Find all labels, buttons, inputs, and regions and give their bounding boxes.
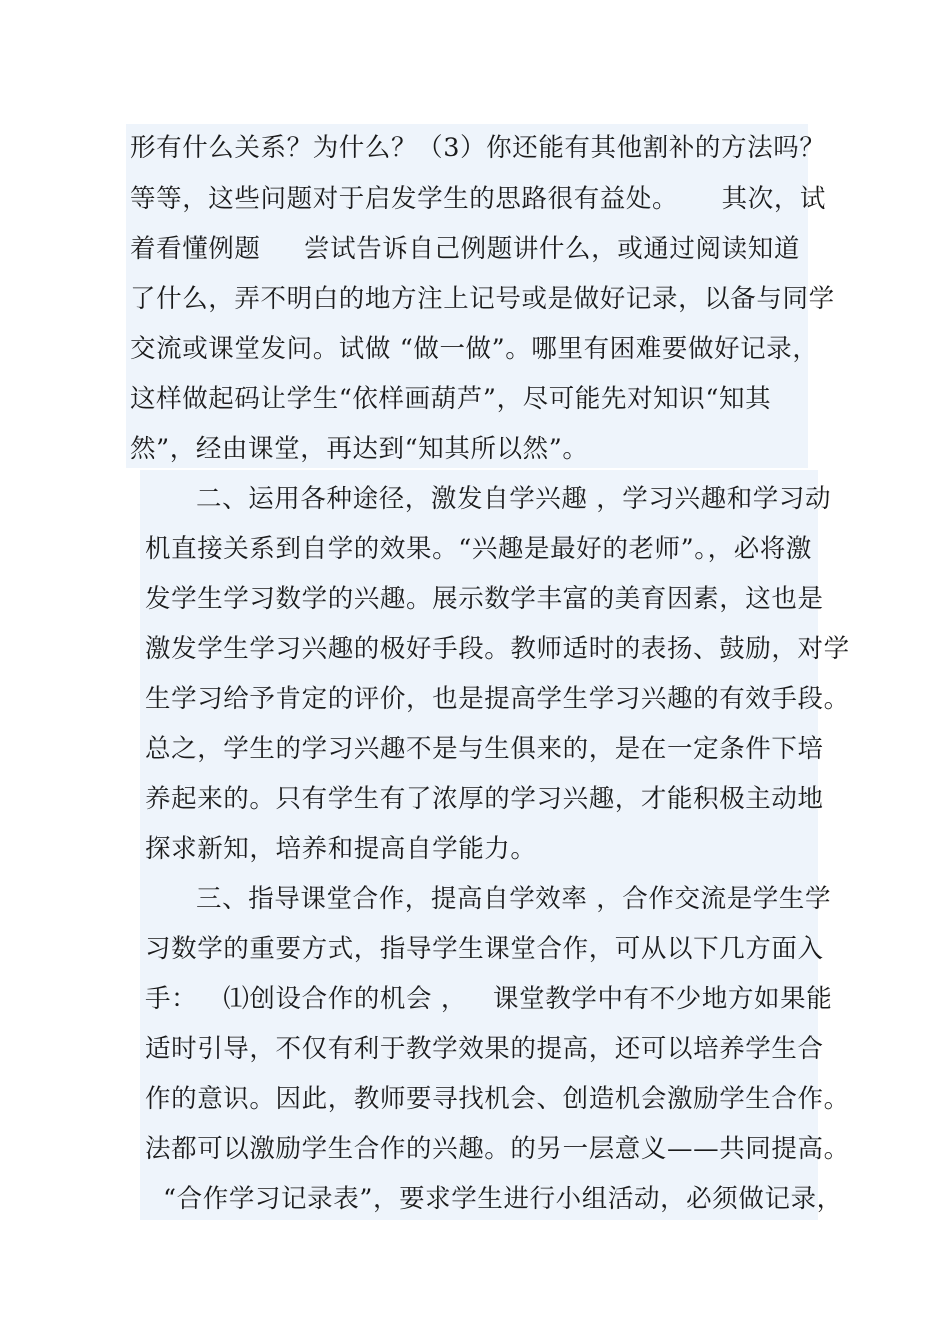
text-line: 作的意识。因此，教师要寻找机会、创造机会激励学生合作。: [145, 1084, 850, 1114]
text-line: 等等，这些问题对于启发学生的思路很有益处。 其次，试: [130, 184, 827, 214]
text-line: 习数学的重要方式，指导学生课堂合作，可从以下几方面入: [145, 934, 824, 964]
text-line: 交流或课堂发问。试做 “做一做”。哪里有困难要做好记录，: [130, 334, 819, 364]
text-line: “合作学习记录表”，要求学生进行小组活动，必须做记录，: [163, 1184, 843, 1214]
text-line: 形有什么关系？为什么？（3）你还能有其他割补的方法吗？: [130, 133, 826, 163]
text-line: 总之，学生的学习兴趣不是与生俱来的，是在一定条件下培: [145, 734, 824, 764]
text-line: 发学生学习数学的兴趣。展示数学丰富的美育因素，这也是: [145, 584, 824, 614]
text-line: 三、指导课堂合作，提高自学效率 ，合作交流是学生学: [196, 884, 832, 914]
text-line: 激发学生学习兴趣的极好手段。教师适时的表扬、鼓励，对学: [145, 634, 850, 664]
text-line: 探求新知，培养和提高自学能力。: [145, 834, 537, 864]
text-line: 手： ⑴创设合作的机会 ， 课堂教学中有不少地方如果能: [145, 984, 833, 1014]
text-line: 着看懂例题 尝试告诉自己例题讲什么，或通过阅读知道: [130, 234, 800, 264]
text-line: 了什么，弄不明白的地方注上记号或是做好记录，以备与同学: [130, 284, 835, 314]
text-line: 养起来的。只有学生有了浓厚的学习兴趣，才能积极主动地: [145, 784, 824, 814]
text-line: 机直接关系到自学的效果。“兴趣是最好的老师”。，必将激: [145, 534, 813, 564]
text-line: 生学习给予肯定的评价，也是提高学生学习兴趣的有效手段。: [145, 684, 850, 714]
text-line: 二、运用各种途径，激发自学兴趣 ，学习兴趣和学习动: [196, 484, 832, 514]
text-line: 然”，经由课堂，再达到“知其所以然”。: [130, 434, 589, 464]
text-line: 适时引导，不仅有利于教学效果的提高，还可以培养学生合: [145, 1034, 824, 1064]
text-line: 这样做起码让学生“依样画葫芦”，尽可能先对知识“知其: [130, 384, 772, 414]
text-line: 法都可以激励学生合作的兴趣。的另一层意义——共同提高。: [145, 1134, 850, 1164]
